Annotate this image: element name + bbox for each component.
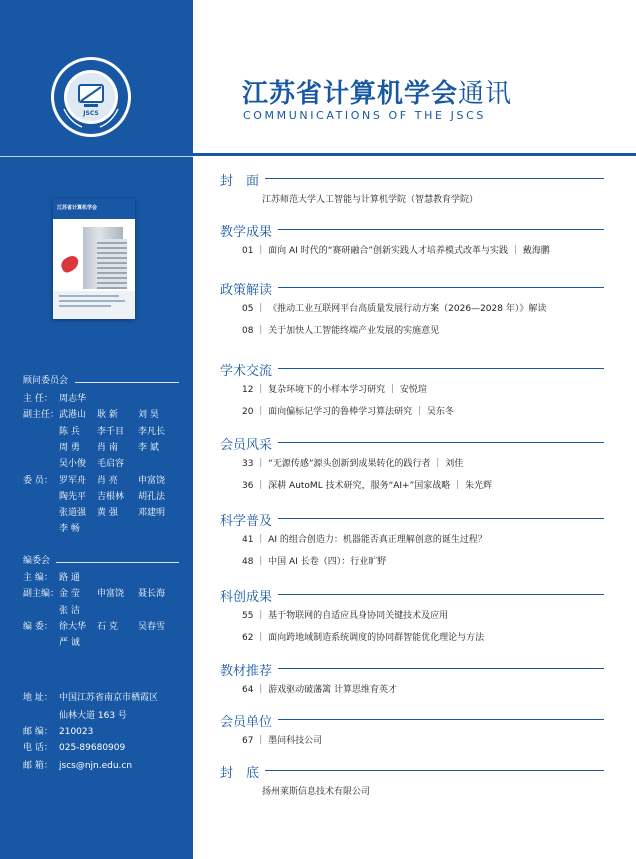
svg-text:JSCS: JSCS — [83, 110, 99, 117]
toc-entry: 05 ｜ 《推动工业互联网平台高质量发展行动方案（2026—2028 年）》解读 — [242, 304, 547, 314]
committee-member-name: 毛启容 — [97, 459, 125, 470]
committee-role-label: 副主任： — [23, 410, 60, 421]
toc-entry: 67 ｜ 墨问科技公司 — [242, 736, 323, 746]
section-rule — [278, 368, 604, 369]
section-heading: 封 面 — [220, 174, 260, 189]
toc-entry: 江苏师范大学人工智能与计算机学院（智慧教育学院） — [262, 195, 479, 205]
contact-label: 地 址： — [23, 693, 53, 703]
committee-member-name: 张 洁 — [59, 605, 80, 616]
section-heading: 科创成果 — [220, 590, 273, 605]
committee-member-name: 肖 南 — [97, 442, 118, 453]
contact-value: 025-89680909 — [59, 743, 126, 753]
committee-member-name: 邓建明 — [138, 508, 166, 519]
committee-member-name: 路 通 — [59, 573, 80, 583]
contact-value: jscs@njn.edu.cn — [59, 761, 133, 771]
advisory-heading: 顾问委员会 — [23, 376, 69, 386]
committee-role-label: 主 任： — [23, 394, 53, 404]
magazine-subtitle: COMMUNICATIONS OF THE JSCS — [243, 109, 486, 122]
sidebar — [0, 0, 193, 859]
committee-member-name: 石 克 — [97, 621, 118, 632]
committee-member-name: 周志华 — [59, 394, 87, 404]
committee-member-name: 金 莹 — [59, 589, 80, 600]
header-rule — [193, 153, 636, 156]
committee-member-name: 申富饶 — [138, 475, 166, 486]
toc-entry: 64 ｜ 游戏驱动破藩篱 计算思维育英才 — [242, 685, 398, 695]
committee-member-name: 耿 新 — [97, 410, 118, 421]
section-heading: 会员单位 — [220, 715, 273, 730]
committee-member-name: 聂长海 — [138, 589, 166, 600]
contact-value: 中国江苏省南京市栖霞区 — [59, 693, 159, 703]
section-rule — [278, 518, 604, 519]
committee-member-name: 吴小俊 — [59, 459, 87, 470]
committee-role-label: 主 编： — [23, 573, 53, 583]
toc-entry: 48 ｜ 中国 AI 长卷（四）：行业旷野 — [242, 557, 387, 567]
advisory-rule — [75, 382, 179, 383]
committee-member-name: 陈 兵 — [59, 426, 80, 437]
section-heading: 教学成果 — [220, 225, 273, 240]
committee-role-label: 委 员： — [23, 475, 53, 486]
section-rule — [278, 229, 604, 230]
contact-value: 210023 — [59, 727, 94, 737]
section-heading: 科学普及 — [220, 514, 273, 529]
section-rule — [278, 594, 604, 595]
committee-member-name: 申富饶 — [97, 589, 125, 600]
section-heading: 会员风采 — [220, 438, 273, 453]
section-rule — [265, 770, 604, 771]
contact-label: 邮 编： — [23, 727, 53, 737]
committee-member-name: 吉根林 — [97, 491, 125, 502]
toc-entry: 41 ｜ AI 的组合创造力：机器能否真正理解创意的诞生过程？ — [242, 535, 487, 545]
committee-member-name: 陶先平 — [59, 491, 87, 502]
committee-member-name: 武港山 — [59, 410, 87, 421]
magazine-title: 江苏省计算机学会通讯 — [242, 79, 513, 109]
editorial-heading: 编委会 — [23, 556, 51, 566]
editorial-rule — [56, 562, 179, 563]
committee-member-name: 刘 昊 — [138, 410, 159, 421]
section-heading: 学术交流 — [220, 364, 273, 379]
committee-role-label: 编 委： — [23, 621, 53, 632]
toc-entry: 20 ｜ 面向偏标记学习的鲁棒学习算法研究 ｜ 吴东冬 — [242, 407, 454, 417]
committee-member-name: 徐大华 — [59, 621, 87, 632]
committee-role-label: 副主编： — [23, 589, 60, 600]
contact-label: 邮 箱： — [23, 761, 53, 771]
toc-entry: 62 ｜ 面向跨地域制造系统调度的协同群智能优化理论与方法 — [242, 633, 485, 643]
section-rule — [278, 719, 604, 720]
section-rule — [278, 287, 604, 288]
committee-member-name: 李 畅 — [59, 524, 80, 535]
committee-member-name: 肖 亮 — [97, 475, 118, 486]
cover-thumbnail-title: 江苏省计算机学会 — [57, 205, 98, 211]
society-logo — [50, 56, 132, 138]
toc-entry: 12 ｜ 复杂环境下的小样本学习研究 ｜ 安悦瑄 — [242, 385, 427, 395]
cover-thumbnail — [53, 199, 135, 319]
contact-label: 电 话： — [23, 743, 53, 753]
section-heading: 教材推荐 — [220, 664, 273, 679]
committee-member-name: 李千目 — [97, 426, 125, 437]
committee-member-name: 严 诚 — [59, 638, 80, 649]
section-heading: 封 底 — [220, 766, 260, 781]
section-rule — [278, 668, 604, 669]
toc-entry: 08 ｜ 关于加快人工智能终端产业发展的实施意见 — [242, 326, 440, 336]
committee-member-name: 李 斌 — [138, 442, 159, 453]
section-rule — [265, 178, 604, 179]
committee-member-name: 张道强 — [59, 508, 87, 519]
committee-member-name: 李凡长 — [138, 426, 166, 437]
toc-entry: 55 ｜ 基于物联网的自适应具身协同关键技术及应用 — [242, 611, 449, 621]
toc-entry: 扬州莱斯信息技术有限公司 — [262, 787, 371, 797]
toc-entry: 01 ｜ 面向 AI 时代的“赛研融合”创新实践人才培养模式改革与实践 ｜ 戴海鹏 — [242, 246, 550, 256]
committee-member-name: 周 勇 — [59, 442, 80, 453]
committee-member-name: 胡孔法 — [138, 491, 166, 502]
toc-entry: 36 ｜ 深耕 AutoML 技术研究，服务“AI+”国家战略 ｜ 朱光辉 — [242, 481, 492, 491]
section-rule — [278, 442, 604, 443]
logo-divider — [0, 156, 193, 157]
committee-member-name: 吴春雪 — [138, 621, 166, 632]
committee-member-name: 罗军舟 — [59, 475, 87, 486]
contact-value: 仙林大道 163 号 — [59, 711, 127, 721]
committee-member-name: 黄 强 — [97, 508, 118, 519]
section-heading: 政策解读 — [220, 283, 273, 298]
toc-entry: 33 ｜ “无源传感”源头创新到成果转化的践行者 ｜ 刘佳 — [242, 459, 464, 469]
